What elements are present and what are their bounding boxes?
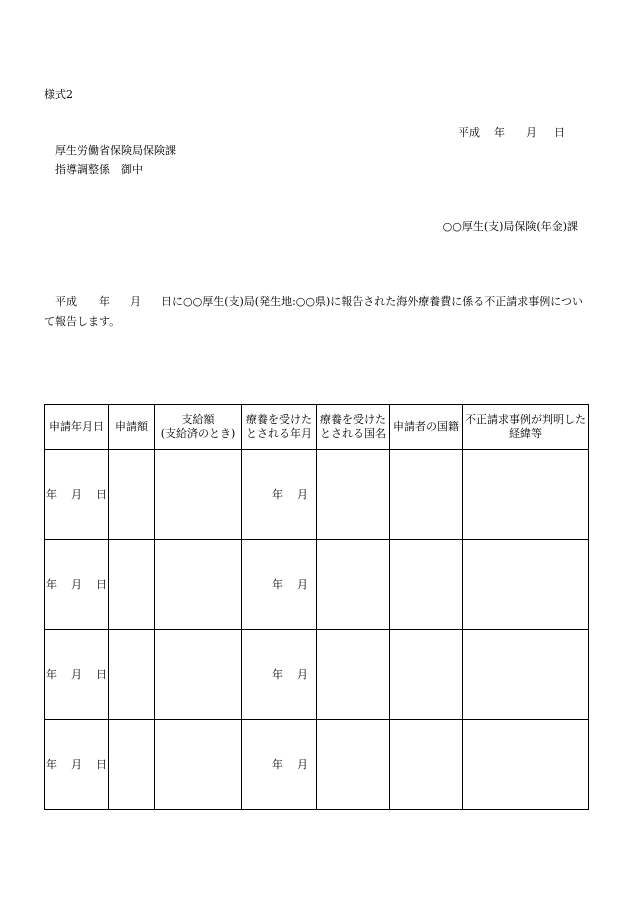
paid-amount-cell[interactable] (155, 720, 242, 810)
treatment-month-cell[interactable]: 年 月 (242, 630, 317, 720)
application-amount-cell[interactable] (109, 720, 155, 810)
body-text: 日に○○厚生(支)局(発生地:○○県)に報告された海外療養費に係る不正請求事例について報告します。 (44, 295, 584, 328)
header-paid-amount: 支給額 (支給済のとき) (155, 405, 242, 450)
body-year-label: 年 (99, 295, 110, 308)
treatment-country-cell[interactable] (317, 540, 390, 630)
nationality-cell[interactable] (390, 630, 463, 720)
table-row (45, 630, 589, 720)
nationality-cell[interactable] (390, 540, 463, 630)
body-month-label: 月 (130, 295, 141, 308)
application-date-cell[interactable]: 年 月 日 (45, 720, 109, 810)
application-amount-cell[interactable] (109, 630, 155, 720)
application-date-cell[interactable]: 年 月 日 (45, 540, 109, 630)
addressee-line-1: 厚生労働省保険局保険課 (55, 144, 176, 157)
header-treatment-country: 療養を受けた とされる国名 (317, 405, 390, 450)
details-cell[interactable] (463, 630, 589, 720)
body-era: 平成 (55, 295, 77, 308)
treatment-month-cell[interactable]: 年 月 (242, 540, 317, 630)
details-cell[interactable] (463, 450, 589, 540)
date-day-label: 日 (554, 126, 565, 139)
table-header-row (45, 405, 589, 450)
nationality-cell[interactable] (390, 720, 463, 810)
addressee-line-2: 指導調整係 御中 (55, 163, 143, 176)
paid-amount-cell[interactable] (155, 450, 242, 540)
treatment-country-cell[interactable] (317, 720, 390, 810)
sender: ○○厚生(支)局保険(年金)課 (442, 220, 578, 233)
header-treatment-month: 療養を受けた とされる年月 (242, 405, 317, 450)
treatment-country-cell[interactable] (317, 450, 390, 540)
treatment-country-cell[interactable] (317, 630, 390, 720)
report-body (44, 292, 590, 332)
details-cell[interactable] (463, 540, 589, 630)
paid-amount-cell[interactable] (155, 540, 242, 630)
nationality-cell[interactable] (390, 450, 463, 540)
application-date-cell[interactable]: 年 月 日 (45, 630, 109, 720)
details-cell[interactable] (463, 720, 589, 810)
report-date (458, 124, 565, 140)
header-nationality: 申請者の国籍 (390, 405, 463, 450)
table-row (45, 450, 589, 540)
application-amount-cell[interactable] (109, 540, 155, 630)
treatment-month-cell[interactable]: 年 月 (242, 720, 317, 810)
treatment-month-cell[interactable]: 年 月 (242, 450, 317, 540)
application-amount-cell[interactable] (109, 450, 155, 540)
date-era: 平成 (458, 126, 480, 139)
date-year-label: 年 (494, 126, 505, 139)
table-row (45, 720, 589, 810)
application-date-cell[interactable]: 年 月 日 (45, 450, 109, 540)
form-id: 様式2 (44, 88, 73, 101)
header-application-date: 申請年月日 (45, 405, 109, 450)
header-details: 不正請求事例が判明した 経緯等 (463, 405, 589, 450)
date-month-label: 月 (526, 126, 537, 139)
report-table (44, 404, 589, 810)
table-row (45, 540, 589, 630)
header-application-amount: 申請額 (109, 405, 155, 450)
paid-amount-cell[interactable] (155, 630, 242, 720)
